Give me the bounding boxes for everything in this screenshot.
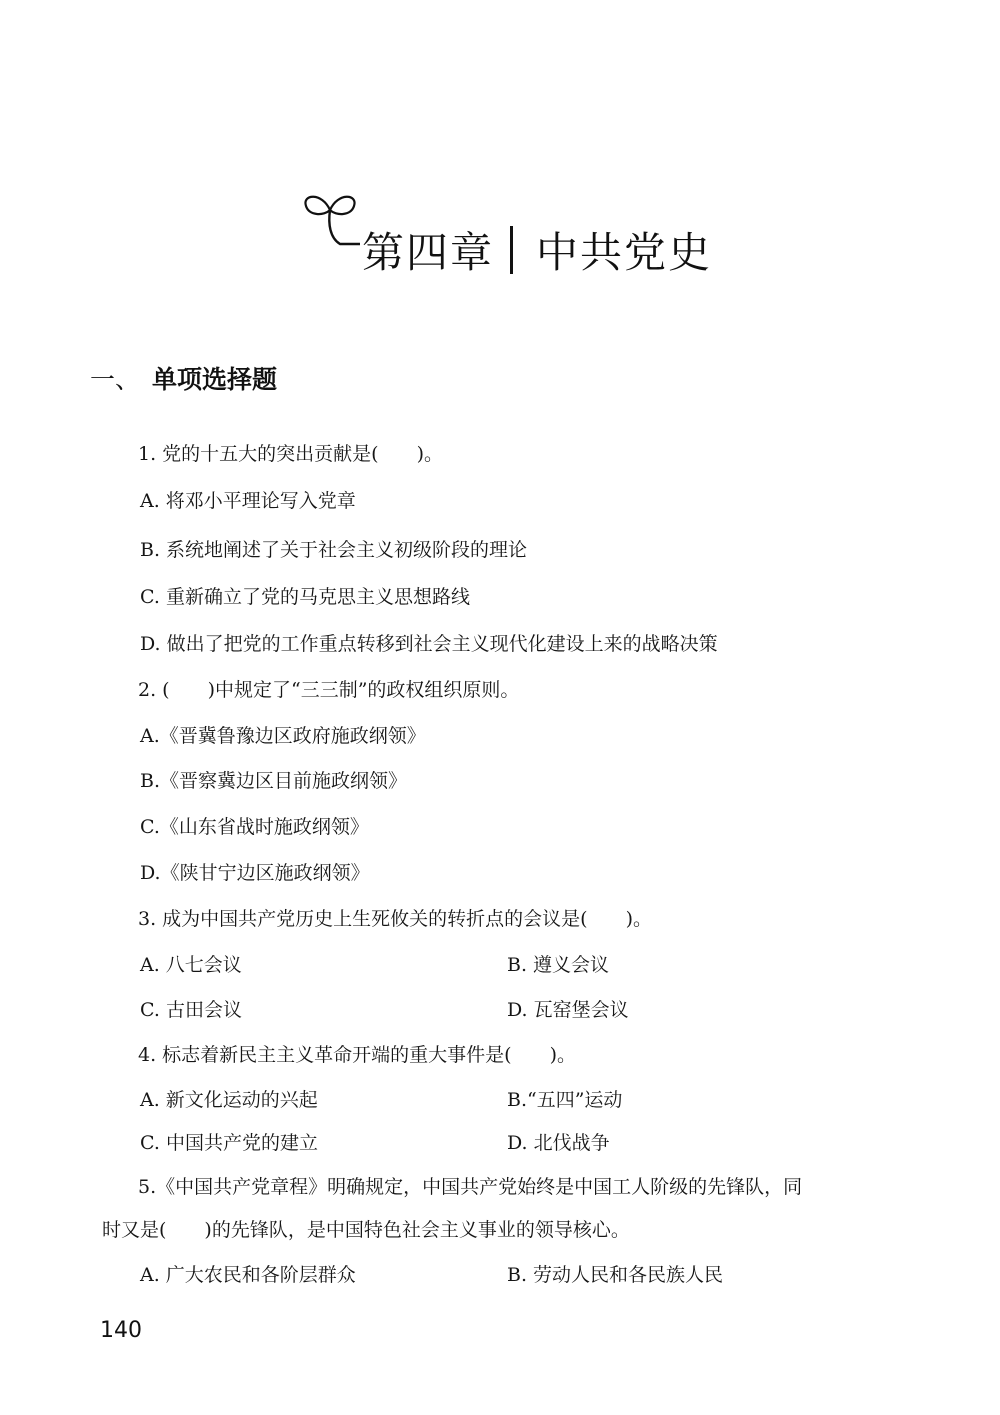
question-3-option-d: D. 瓦窑堡会议	[507, 999, 629, 1021]
question-1-stem: 1. 党的十五大的突出贡献是( )。	[138, 443, 443, 465]
question-2-stem: 2. ( )中规定了“三三制”的政权组织原则。	[138, 679, 520, 701]
question-3-option-c: C. 古田会议	[140, 999, 242, 1021]
question-1-option-d: D. 做出了把党的工作重点转移到社会主义现代化建设上来的战略决策	[140, 633, 718, 655]
question-1-option-c: C. 重新确立了党的马克思主义思想路线	[140, 586, 470, 608]
page-number: 140	[100, 1318, 142, 1343]
question-4-option-a: A. 新文化运动的兴起	[140, 1089, 318, 1111]
question-4-option-b: B.“五四”运动	[507, 1089, 623, 1111]
sprout-icon	[300, 188, 364, 258]
question-1-option-b: B. 系统地阐述了关于社会主义初级阶段的理论	[140, 539, 528, 561]
question-4-option-d: D. 北伐战争	[507, 1132, 610, 1154]
chapter-number: 第四章	[362, 228, 495, 277]
question-1-option-a: A. 将邓小平理论写入党章	[140, 490, 356, 512]
question-5-option-b: B. 劳动人民和各民族人民	[507, 1264, 724, 1286]
question-2-option-a: A.《晋冀鲁豫边区政府施政纲领》	[140, 725, 426, 747]
question-4-stem: 4. 标志着新民主主义革命开端的重大事件是( )。	[138, 1044, 576, 1066]
chapter-title: 中共党史	[536, 228, 713, 277]
question-2-option-d: D.《陕甘宁边区施政纲领》	[140, 862, 370, 884]
question-5-stem-line-2: 时又是( )的先锋队，是中国特色社会主义事业的领导核心。	[102, 1219, 630, 1241]
question-2-option-c: C.《山东省战时施政纲领》	[140, 816, 369, 838]
question-2-option-b: B.《晋察冀边区目前施政纲领》	[140, 770, 408, 792]
section-heading	[90, 360, 277, 396]
question-3-option-b: B. 遵义会议	[507, 954, 610, 976]
section-title: 单项选择题	[152, 365, 278, 394]
question-3-option-a: A. 八七会议	[140, 954, 242, 976]
question-5-stem-line-1: 5.《中国共产党章程》明确规定，中国共产党始终是中国工人阶级的先锋队，同	[138, 1176, 803, 1198]
question-5-option-a: A. 广大农民和各阶层群众	[140, 1264, 356, 1286]
question-4-option-c: C. 中国共产党的建立	[140, 1132, 318, 1154]
question-3-stem: 3. 成为中国共产党历史上生死攸关的转折点的会议是( )。	[138, 908, 652, 930]
chapter-divider	[510, 226, 513, 274]
section-number: 一、	[90, 365, 141, 394]
